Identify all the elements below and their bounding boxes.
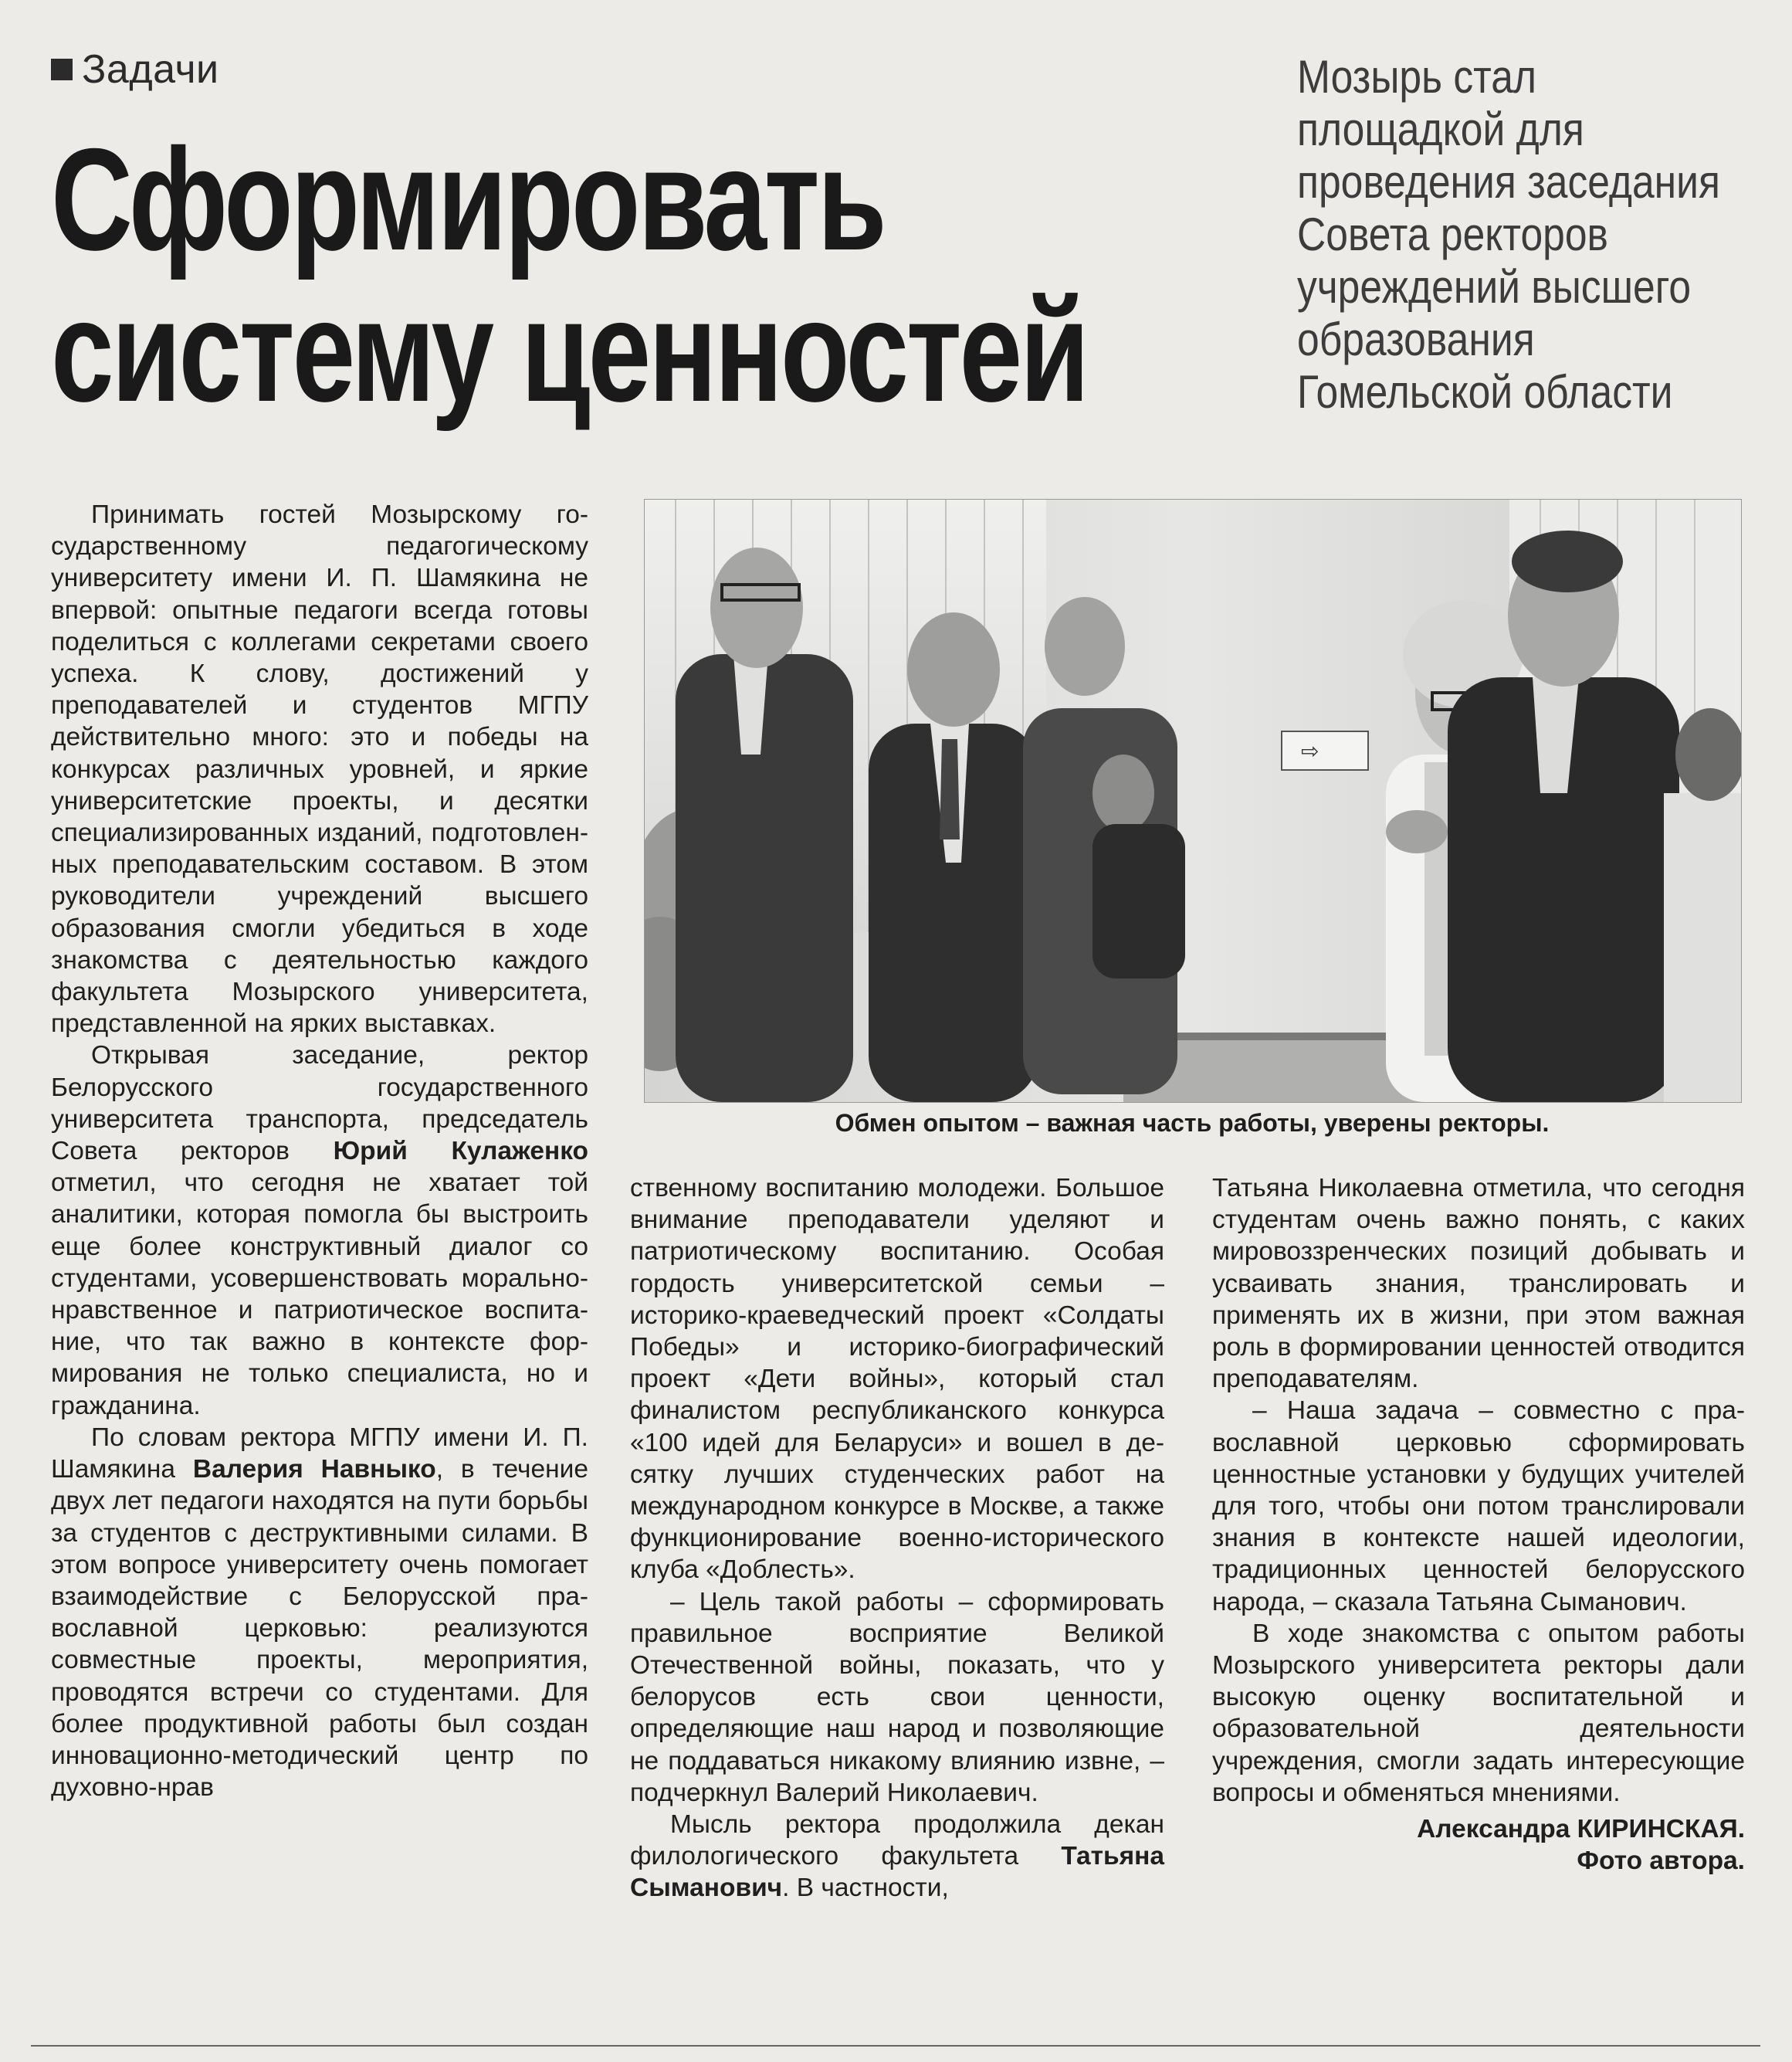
lead-line: проведения заседания [1297, 156, 1720, 208]
article-headline [51, 118, 1088, 432]
author-name: Александра КИРИНСКАЯ. [1417, 1815, 1745, 1844]
paragraph [630, 1809, 1164, 1904]
article-column-2 [630, 1172, 1164, 1904]
paragraph: – Цель такой работы – сформировать правильное восприятие Великой Отечественной войны, показать, что у белорусов есть свои ценности, определяющие наш народ и позволяющие не поддаваться никакому влиянию извне, – подчеркнул Валерий Николаевич. [630, 1587, 1164, 1807]
rubric-square-icon [51, 59, 73, 80]
paragraph: Татьяна Николаевна отметила, что сегодня студентам очень важно понять, с каких мировоззренческих позиций добывать и усваивать знания, транслировать и применять их в жизни, при этом важная роль в формировании ценностей отводится преподавателям. [1212, 1174, 1745, 1394]
rubric-text: Задачи [82, 47, 219, 92]
headline-line-2: систему ценностей [51, 270, 1088, 432]
lead-line: площадкой для [1297, 103, 1584, 155]
rubric-label [51, 46, 219, 93]
article-lead [1297, 51, 1720, 419]
lead-line: Совета ректоров [1297, 209, 1608, 260]
lead-line: образования [1297, 314, 1535, 365]
photo-caption: Обмен опытом – важная часть работы, уверены ректоры. [835, 1109, 1550, 1137]
paragraph: В ходе знакомства с опытом работы Мозырского университета ректоры дали высокую оценку воспитательной и образовательной деятельности учреждения, смогли задать интересующие вопросы и обменяться мнениями. [1212, 1619, 1745, 1807]
lead-line: Гомельской области [1297, 366, 1673, 418]
headline-line-1: Сформировать [51, 118, 885, 280]
paragraph-text: . В частности, [782, 1874, 949, 1903]
paragraph: – Наша задача – совместно с православной церковью сформировать ценностные установки у будущих учителей для того, чтобы они потом транслировали знания в контексте нашей идеологии, традиционных ценностей белорусского народа, – сказала Татьяна Сыманович. [1212, 1396, 1745, 1616]
paragraph-text: Мысль ректора продолжила декан филологического факультета [630, 1810, 1164, 1871]
paragraph: ственному воспитанию молодежи. Большое внимание преподаватели уделяют и патриотическому воспитанию. Особая гордость университетской семьи – историко-краеведческий проект «Солдаты Победы» и историко-биографический проект «Дети войны», который стал финалистом республиканского конкурса «100 идей для Беларуси» и вошел в десятку лучших студенческих работ на международном конкурсе в Москве, а также функционирование военно-исторического клуба «Доблесть». [630, 1174, 1164, 1585]
article-column-1 [51, 499, 588, 1803]
lead-line: Мозырь стал [1297, 51, 1537, 103]
paragraph-text: , в течение двух лет педагоги находятся на пути борьбы за студентов с деструктивными силами. В этом вопросе университету очень помогает взаимодействие с Белорусской православной церковью: реализуются совместные проекты, мероприятия, проводятся встречи со студентами. Для более продуктивной работы был создан инновационно-методический центр по духовно-нрав [51, 1455, 588, 1803]
paragraph [51, 1039, 588, 1421]
article-column-3 [1212, 1172, 1745, 1877]
photo-illustration [645, 500, 1741, 1102]
article-photo [644, 499, 1742, 1103]
paragraph-text: По словам ректора МГПУ имени И. П. Шамякина [51, 1423, 588, 1484]
bottom-divider [31, 2045, 1760, 2047]
paragraph-text: Открывая заседание, ректор Белорусского государственного университета транспорта, председатель Совета ректоров [51, 1041, 588, 1166]
svg-text:⇨: ⇨ [1301, 738, 1319, 764]
person-name: Татьяна Сыманович [630, 1842, 1164, 1903]
paragraph: Принимать гостей Мозырскому государственному педагогическому университету имени И. П. Шамякина не впервой: опытные педагоги всегда готовы поделиться с коллегами секретами своего успеха. К слову, достижений у преподавателей и студентов МГПУ действительно много: это и победы на конкурсах различных уровней, и яркие университетские проекты, и десятки специализированных изданий, подготовленных преподавательским составом. В этом руководители учреждений высшего образования смогли убедиться в ходе знакомства с деятельностью каждого факультета Мозырского университета, представленной на ярких выставках. [51, 500, 588, 1039]
photo-credit: Фото автора. [1577, 1847, 1745, 1876]
person-name: Валерия Навныко [192, 1455, 436, 1484]
paragraph-text: отметил, что сегодня не хватает той аналитики, которая помогла бы выстроить еще более конструктивный диалог со студентами, усовершенствовать морально-нравственное и патриотическое воспитание, что так важно в контексте формирования не только специалиста, но и гражданина. [51, 1168, 588, 1420]
lead-line: учреждений высшего [1297, 261, 1692, 313]
paragraph [51, 1422, 588, 1803]
article-signature [1212, 1813, 1745, 1877]
person-name: Юрий Кулаженко [333, 1137, 588, 1166]
